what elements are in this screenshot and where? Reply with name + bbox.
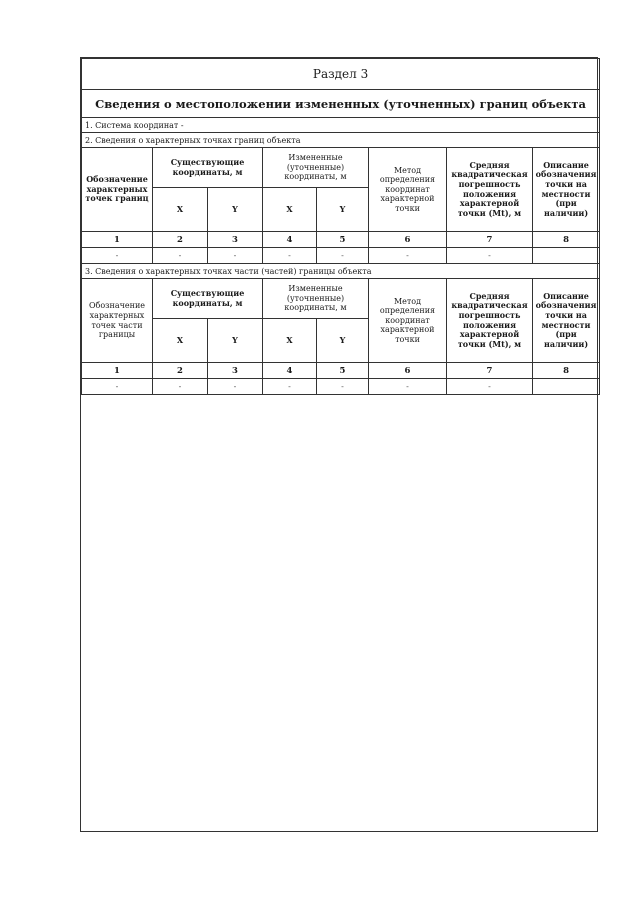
- part3-x-existing: X: [153, 319, 208, 363]
- part2-cell-3: -: [208, 248, 263, 264]
- part2-y-existing: Y: [208, 188, 263, 232]
- part3-num-4: 4: [263, 363, 317, 379]
- part2-cell-1: -: [82, 248, 153, 264]
- part3-col-description: Описание обозначения точки на местности (при наличии): [533, 279, 600, 363]
- part3-num-1: 1: [82, 363, 153, 379]
- section-table: [81, 58, 600, 395]
- part2-num-4: 4: [263, 232, 317, 248]
- section-heading: Раздел 3: [82, 59, 600, 90]
- part3-col-existing: Существующие координаты, м: [153, 279, 263, 319]
- part2-num-7: 7: [447, 232, 533, 248]
- part3-col-changed: Измененные (уточненные) координаты, м: [263, 279, 369, 319]
- part3-col-error: Средняя квадратическая погрешность положения характерной точки (Mt), м: [447, 279, 533, 363]
- part2-num-6: 6: [369, 232, 447, 248]
- part3-y-changed: Y: [317, 319, 369, 363]
- part2-num-2: 2: [153, 232, 208, 248]
- part2-col-error: Средняя квадратическая погрешность положения характерной точки (Mt), м: [447, 148, 533, 232]
- part2-num-8: 8: [533, 232, 600, 248]
- part2-x-changed: X: [263, 188, 317, 232]
- part3-cell-7: -: [447, 379, 533, 395]
- part3-num-6: 6: [369, 363, 447, 379]
- part3-heading: 3. Сведения о характерных точках части (частей) границы объекта: [82, 264, 600, 279]
- part3-num-2: 2: [153, 363, 208, 379]
- part2-heading: 2. Сведения о характерных точках границ объекта: [82, 133, 600, 148]
- part2-cell-5: -: [317, 248, 369, 264]
- part3-cell-1: -: [82, 379, 153, 395]
- part3-cell-5: -: [317, 379, 369, 395]
- part3-cell-3: -: [208, 379, 263, 395]
- part2-x-existing: X: [153, 188, 208, 232]
- part2-col-existing: Существующие координаты, м: [153, 148, 263, 188]
- part3-x-changed: X: [263, 319, 317, 363]
- part2-num-1: 1: [82, 232, 153, 248]
- part2-col-designation: Обозначение характерных точек границ: [82, 148, 153, 232]
- part2-num-5: 5: [317, 232, 369, 248]
- document-title: Сведения о местоположении измененных (уточненных) границ объекта: [82, 90, 600, 118]
- part2-number-row: [82, 232, 600, 248]
- part3-cell-6: -: [369, 379, 447, 395]
- part3-data-row: [82, 379, 600, 395]
- part3-cell-4: -: [263, 379, 317, 395]
- coordinate-system: 1. Система координат -: [82, 118, 600, 133]
- part2-cell-8: [533, 248, 600, 264]
- part2-data-row: [82, 248, 600, 264]
- part2-y-changed: Y: [317, 188, 369, 232]
- part2-col-method: Метод определения координат характерной точки: [369, 148, 447, 232]
- part3-num-8: 8: [533, 363, 600, 379]
- part2-num-3: 3: [208, 232, 263, 248]
- part3-col-method: Метод определения координат характерной точки: [369, 279, 447, 363]
- part2-cell-7: -: [447, 248, 533, 264]
- part3-col-designation: Обозначение характерных точек части границы: [82, 279, 153, 363]
- part3-y-existing: Y: [208, 319, 263, 363]
- document-frame: [80, 57, 598, 832]
- part3-num-5: 5: [317, 363, 369, 379]
- part3-number-row: [82, 363, 600, 379]
- part3-num-7: 7: [447, 363, 533, 379]
- part3-cell-2: -: [153, 379, 208, 395]
- part3-cell-8: [533, 379, 600, 395]
- part2-col-description: Описание обозначения точки на местности (при наличии): [533, 148, 600, 232]
- part2-cell-6: -: [369, 248, 447, 264]
- part2-col-changed: Измененные (уточненные) координаты, м: [263, 148, 369, 188]
- part3-num-3: 3: [208, 363, 263, 379]
- part2-cell-4: -: [263, 248, 317, 264]
- part2-cell-2: -: [153, 248, 208, 264]
